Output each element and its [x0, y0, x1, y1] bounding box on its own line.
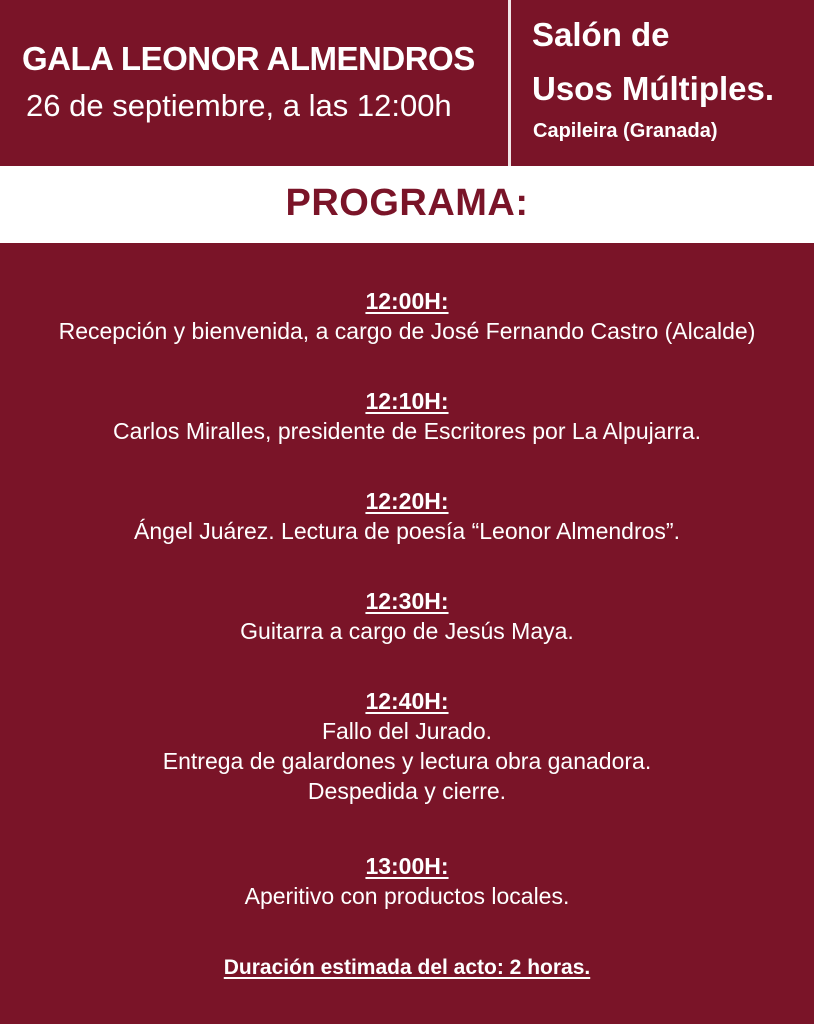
program-item — [0, 686, 814, 806]
event-info — [0, 0, 508, 166]
duration-note — [0, 956, 814, 980]
program-list — [0, 243, 814, 1024]
header — [0, 0, 814, 166]
program-item — [0, 586, 814, 646]
program-banner — [0, 166, 814, 243]
program-item-description: Despedida y cierre. — [307, 778, 507, 804]
program-item-description: Recepción y bienvenida, a cargo de José Fernando Castro (Alcalde) — [58, 318, 756, 344]
program-item — [0, 286, 814, 346]
event-title: GALA LEONOR ALMENDROS — [22, 40, 475, 77]
program-item-time: 12:30H: — [365, 588, 449, 614]
venue-place: Capileira (Granada) — [533, 120, 718, 142]
program-item-description: Aperitivo con productos locales. — [244, 883, 570, 909]
venue-name-line1: Salón de — [532, 16, 670, 53]
program-item-description: Carlos Miralles, presidente de Escritores por La Alpujarra. — [112, 418, 702, 444]
program-item-description: Entrega de galardones y lectura obra ganadora. — [162, 748, 652, 774]
program-item-description: Fallo del Jurado. — [321, 718, 493, 744]
event-date: 26 de septiembre, a las 12:00h — [26, 88, 452, 123]
program-item — [0, 851, 814, 911]
program-item-time: 12:10H: — [365, 388, 449, 414]
program-item — [0, 386, 814, 446]
program-item-time: 13:00H: — [365, 853, 449, 879]
venue-name-line2: Usos Múltiples. — [532, 70, 775, 107]
duration-text: Duración estimada del acto: 2 horas. — [223, 956, 591, 979]
program-title: PROGRAMA: — [285, 182, 529, 224]
program-item — [0, 486, 814, 546]
program-item-description: Guitarra a cargo de Jesús Maya. — [240, 618, 574, 644]
venue-info — [511, 0, 814, 166]
program-item-time: 12:20H: — [365, 488, 449, 514]
program-item-description: Ángel Juárez. Lectura de poesía “Leonor Almendros”. — [134, 518, 680, 544]
program-item-time: 12:00H: — [365, 288, 449, 314]
program-item-time: 12:40H: — [365, 688, 449, 714]
